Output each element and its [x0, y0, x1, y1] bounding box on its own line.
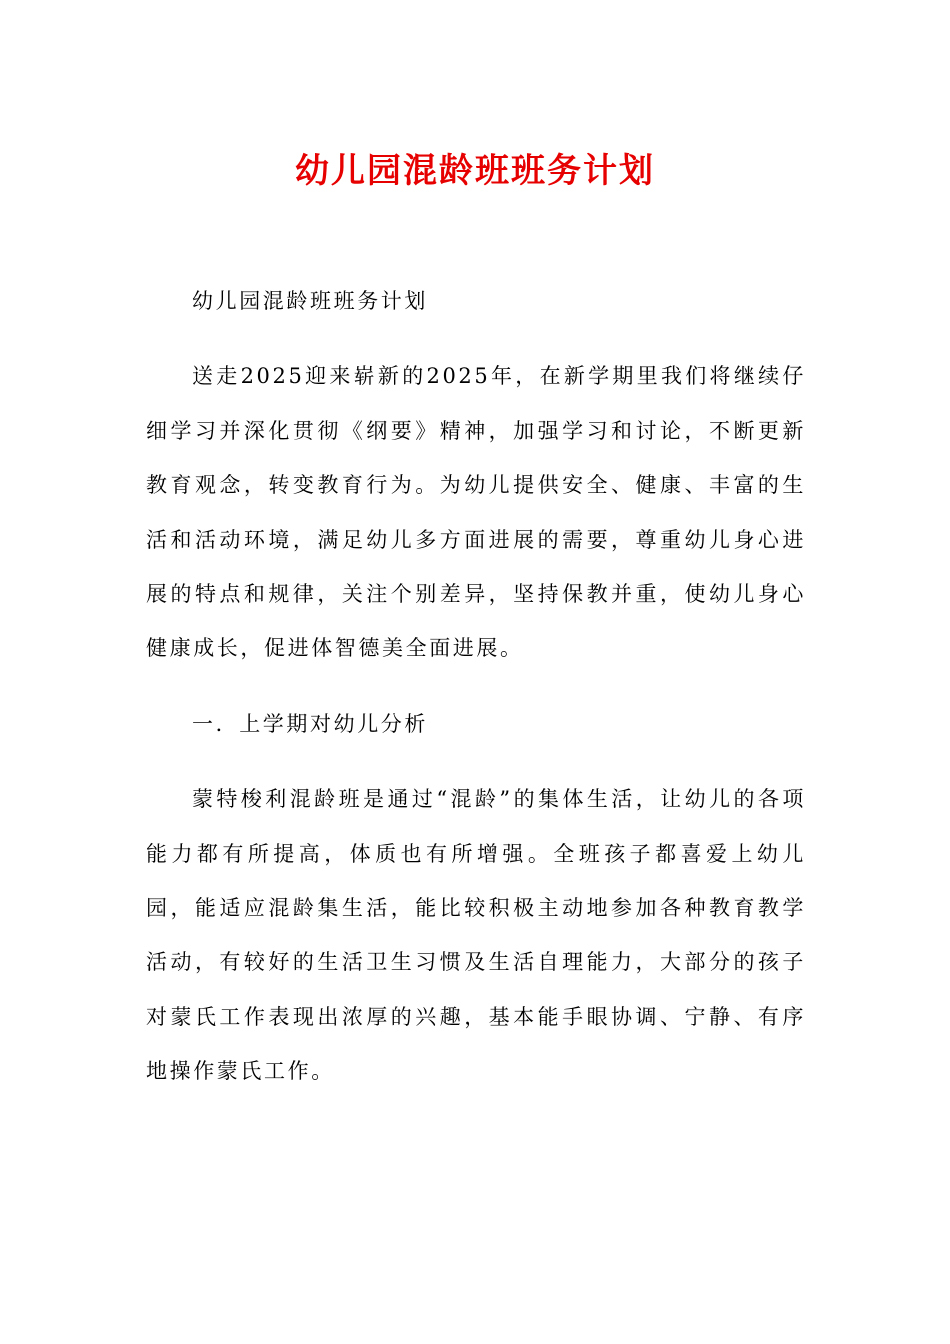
paragraph-intro: 送走2025迎来崭新的2025年，在新学期里我们将继续仔细学习并深化贯彻《纲要》精神，加强学习和讨论，不断更新教育观念，转变教育行为。为幼儿提供安全、健康、丰富的生活和活动环境，满足幼儿多方面进展的需要，尊重幼儿身心进展的特点和规律，关注个别差异，坚持保教并重，使幼儿身心健康成长，促进体智德美全面进展。 [146, 364, 806, 661]
document-title: 幼儿园混龄班班务计划 [295, 151, 655, 191]
paragraph-analysis: 蒙特梭利混龄班是通过“混龄”的集体生活，让幼儿的各项能力都有所提高，体质也有所增强。全班孩子都喜爱上幼儿园，能适应混龄集生活，能比较积极主动地参加各种教育教学活动，有较好的生活卫生习惯及生活自理能力，大部分的孩子对蒙氏工作表现出浓厚的兴趣，基本能手眼协调、宁静、有序地操作蒙氏工作。 [146, 787, 806, 1084]
document-body [146, 274, 806, 1120]
section-heading: 一．上学期对幼儿分析 [192, 711, 428, 736]
paragraph-heading: 幼儿园混龄班班务计划 [192, 289, 428, 313]
